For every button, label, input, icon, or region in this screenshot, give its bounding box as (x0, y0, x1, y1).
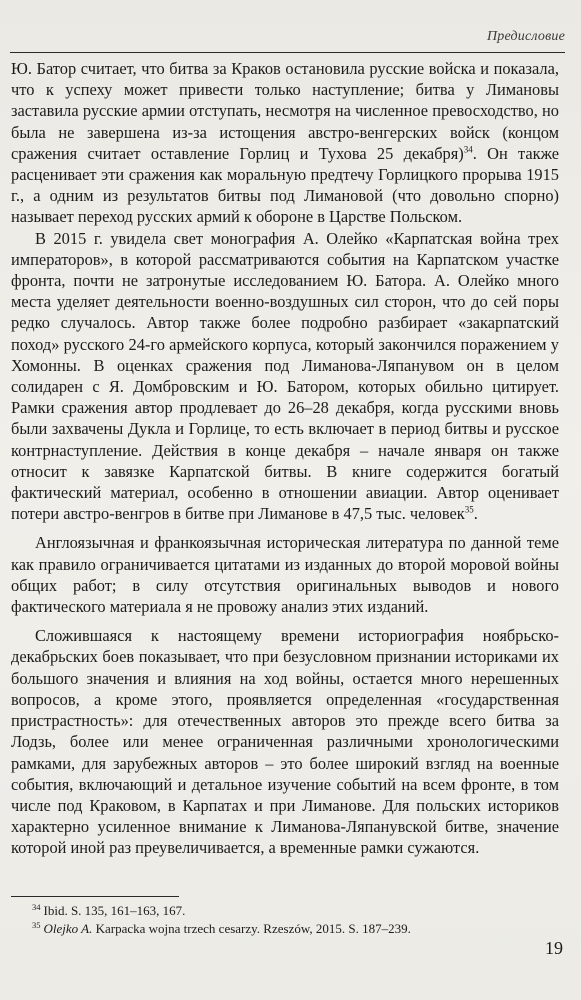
paragraph-4: Сложившаяся к настоящему времени историография ноябрьско-декабрьских боев показывает, что при безусловном признании историками их большого значения и влияния на ход войны, остается много нерешенных вопросов, а кроме этого, проявляется определенная «государственная пристрастность»: для отечественных авторов это прежде всего битва за Лодзь, более или менее ограниченная различными хронологическими рамками, для зарубежных авторов – это более широкий взгляд на военные события, включающий и детальное изучение событий на всем фронте, в том числе под Краковом, в Карпатах и при Лиманове. Для польских историков характерно усиленное внимание к Лиманова-Ляпанувской битве, значение которой иной раз преувеличивается, а временные рамки сужаются. (11, 626, 559, 858)
paragraph-3: Англоязычная и франкоязычная историческая литература по данной теме как правило ограничивается цитатами из изданных до второй моровой войны общих работ; в силу отсутствия оригинальных выводов и нового фактического материала я не провожу анализ этих изданий. (11, 533, 559, 617)
page-header (10, 26, 565, 53)
main-text (11, 58, 559, 859)
footnote-author: Olejko A. (43, 921, 93, 936)
footnote-divider (11, 896, 179, 897)
footnotes (32, 902, 552, 938)
footnote-ref-35: 35 (464, 504, 474, 515)
paragraph-1: Ю. Батор считает, что битва за Краков остановила русские войска и показала, что к успеху может привести только наступление; битва у Лимановы заставила русские армии отступать, несмотря на численное превосходство, но была не завершена из-за истощения австро-венгерских войск (концом сражения считает оставление Горлиц и Тухова 25 декабря)$^{34}$. Он также расценивает эти сражения как моральную предтечу Горлицкого прорыва 1915 г., а одним из результатов битвы под Лимановой (что довольно спорно) называет переход русских армий к обороне в Царстве Польском. (11, 59, 559, 227)
page-number: 19 (545, 938, 563, 958)
footnote-35: $^{35}$ Olejko A. Karpacka wojna trzech cesarzy. Rzeszów, 2015. S. 187–239. (32, 919, 411, 936)
running-title: Предисловие (486, 29, 565, 44)
footnote-ref-34: 34 (463, 144, 473, 155)
footnote-34: $^{34}$ Ibid. S. 135, 161–163, 167. (32, 901, 186, 918)
paragraph-2: В 2015 г. увидела свет монография А. Олейко «Карпатская война трех императоров», в которой рассматриваются события на Карпатском участке фронта, почти не затронутые исследованием Ю. Батора. А. Олейко много места уделяет деятельности военно-воздушных сил сторон, что до сей поры редко случалось. Автор также более подробно разбирает «закарпатский поход» русского 24-го армейского корпуса, который закончился поражением у Хомонны. В оценках сражения под Лиманова-Ляпанувом он в целом солидарен с Я. Домбровским и Ю. Батором, которых обильно цитирует. Рамки сражения автор продлевает до 26–28 декабря, когда русскими вновь были захвачены Дукла и Горлице, то есть включает в период битвы и русское контрнаступление. Действия в конце декабря – начале января он также относит к завязке Карпатской битвы. В книге содержится богатый фактический материал, особенно в отношении авиации. Автор оценивает потери австро-венгров в битве при Лиманове в 47,5 тыс. человек$^{35}$. (11, 228, 559, 524)
